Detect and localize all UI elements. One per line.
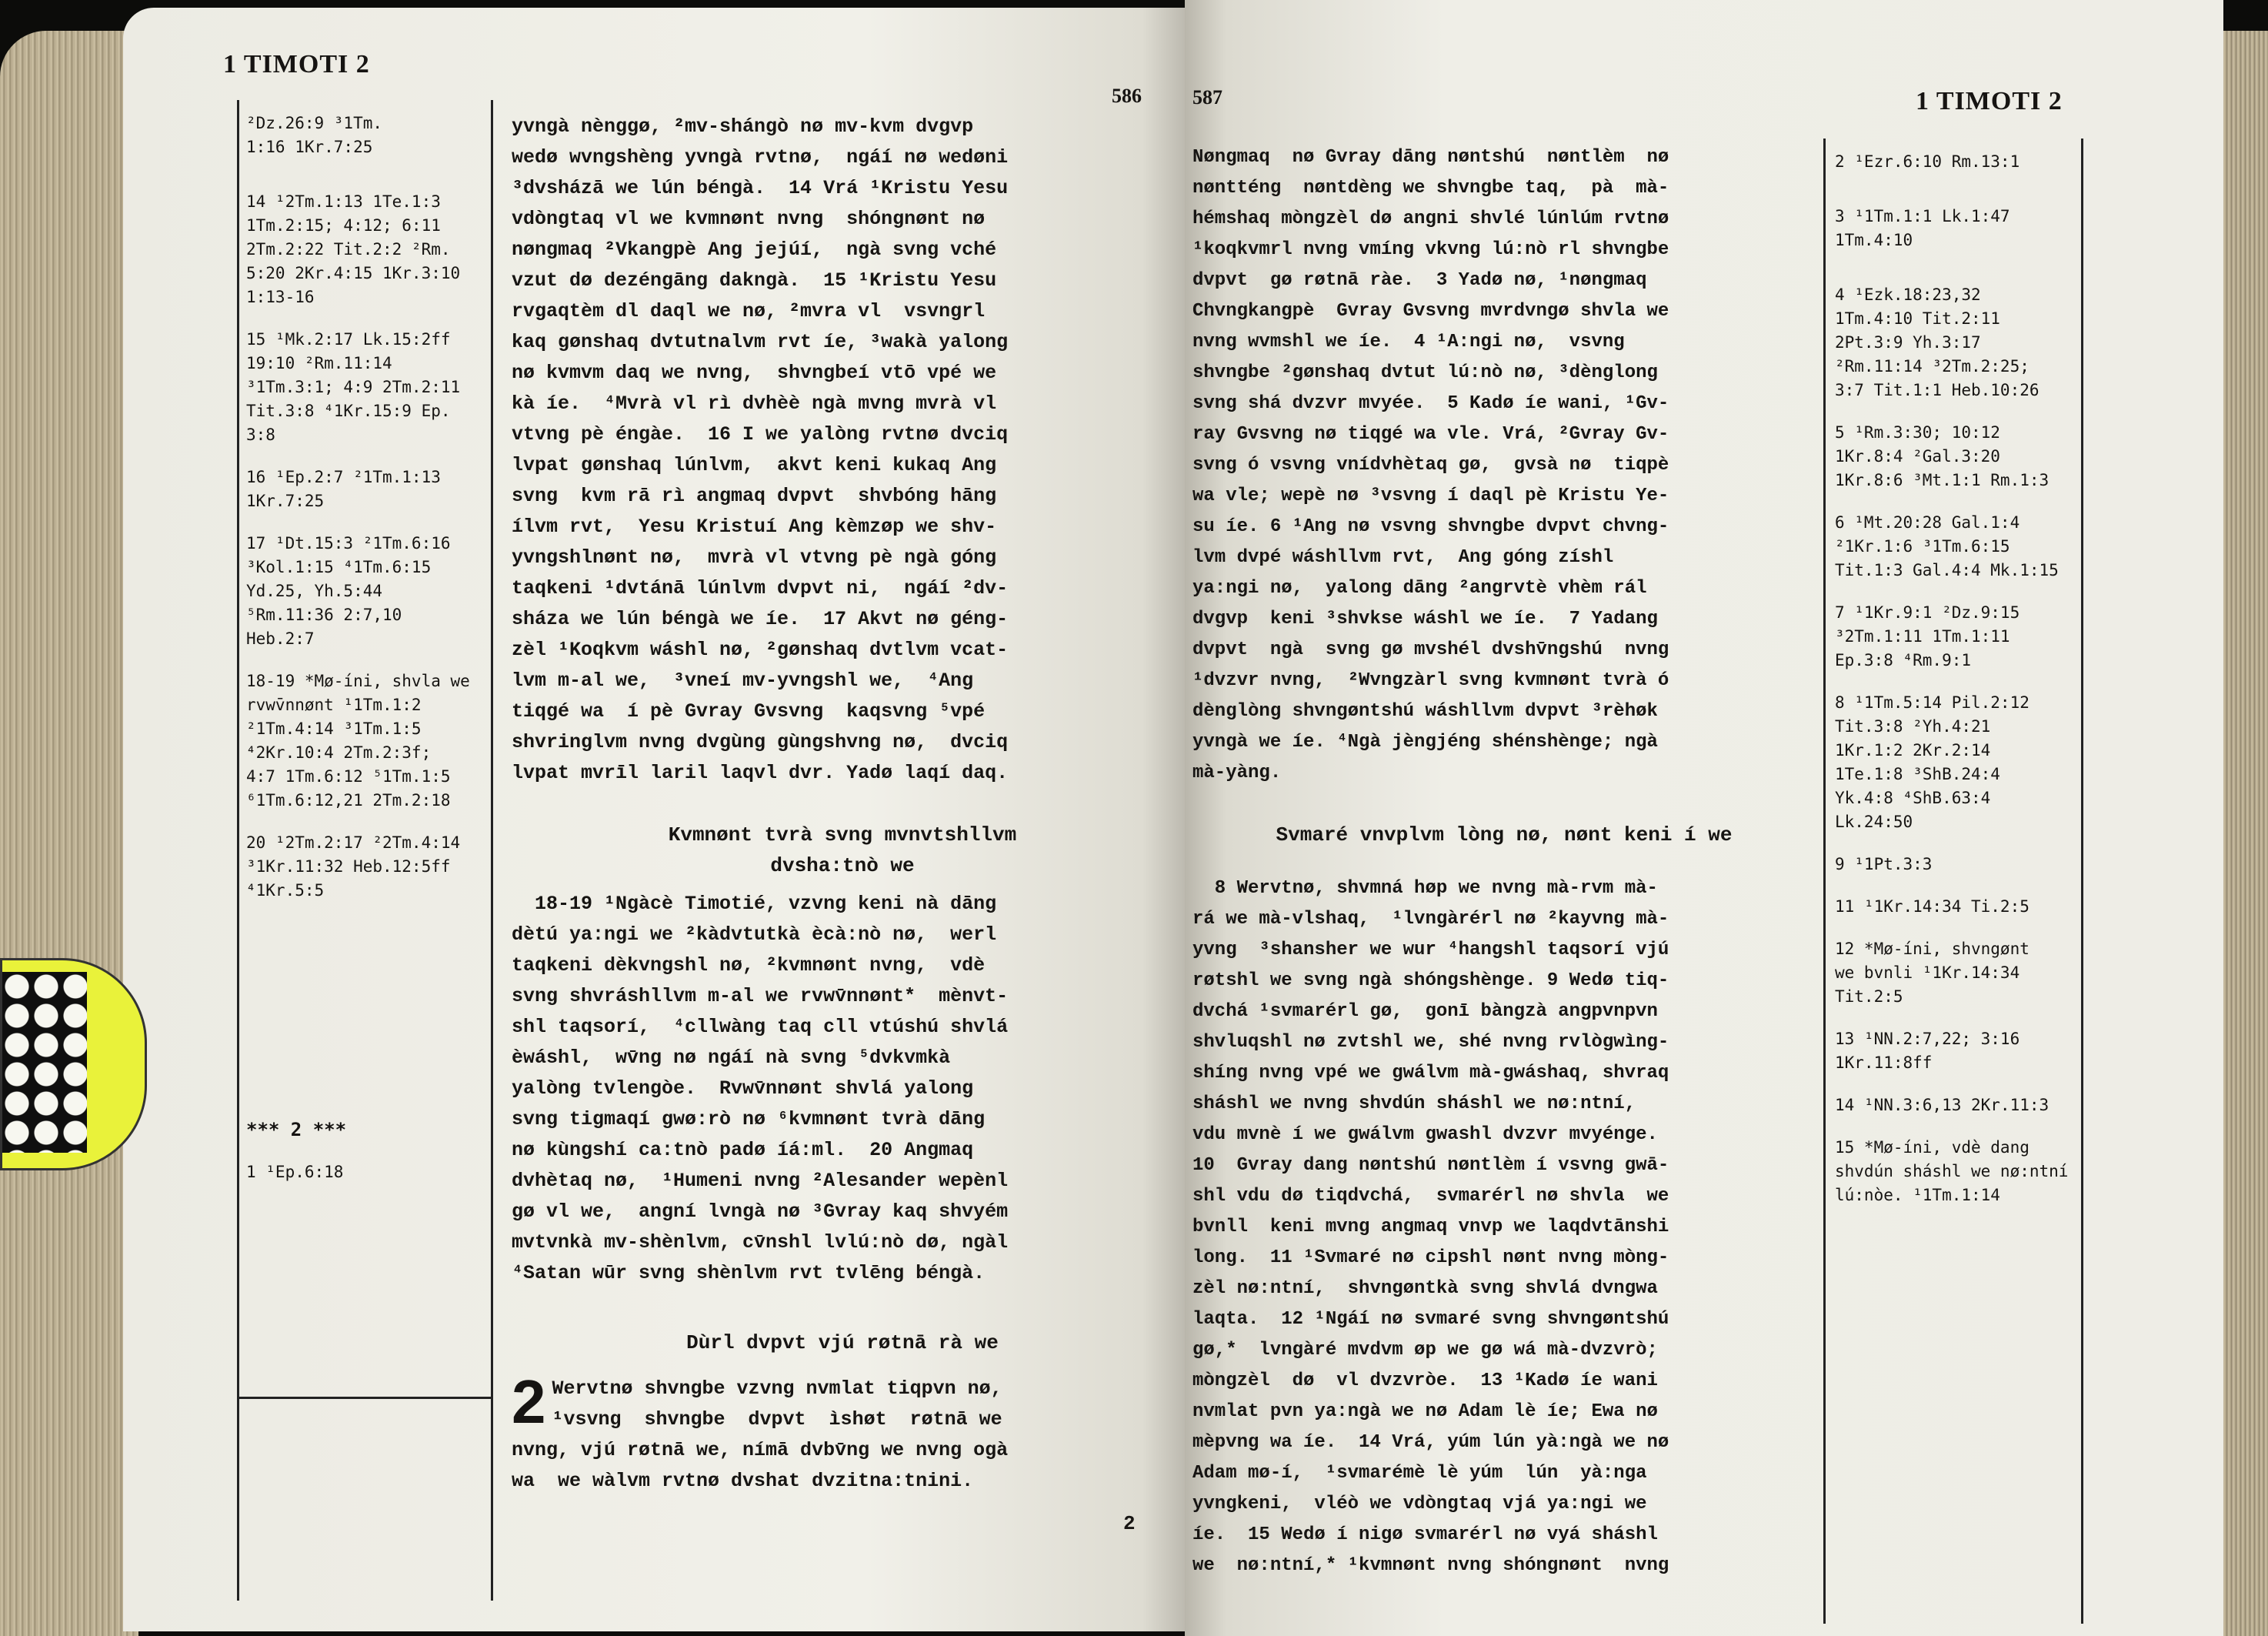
text-line: nøntténg nøntdèng we shvngbe taq, pà mà- [1192, 178, 1669, 199]
bookmark-dot-pattern [2, 972, 87, 1153]
text-line: ray Gvsvng nø tiqgé wa vle. Vrá, ²Gvray Gv- [1192, 424, 1669, 445]
text-line: mòngzèl dø vl dvzvròe. 13 ¹Kadø íe wani [1192, 1371, 1658, 1391]
cross-reference: 5 ¹Rm.3:30; 10:12 1Kr.8:4 ²Gal.3:20 1Kr.8:6 ³Mt.1:1 Rm.1:3 [1835, 423, 2050, 489]
text-line: wa we wàlvm rvtnø dvshat dvzitna:tnini. [512, 1470, 974, 1492]
right-column-rule [1823, 139, 1826, 1624]
text-line: lvm m-al we, ³vneí mv-yvngshl we, ⁴Ang [512, 669, 974, 692]
left-page-edges [0, 31, 138, 1636]
right-page-number: 587 [1192, 86, 1222, 109]
text-line: mèpvng wa íe. 14 Vrá, yúm lún yà:ngà we nø [1192, 1432, 1669, 1453]
cross-reference: 14 ¹2Tm.1:13 1Te.1:3 1Tm.2:15; 4:12; 6:11 2Tm.2:22 Tit.2:2 ²Rm. 5:20 2Kr.4:15 1Kr.3:10 1:13-16 [246, 192, 461, 306]
text-line: vdòngtaq vl we kvmnønt nvng shóngnønt nø [512, 208, 986, 230]
text-line: bvnll keni mvng angmaq vnvp we laqdvtānshi [1192, 1217, 1669, 1237]
text-line: nvng, vjú røtnā we, nímā dvbv̄ng we nvng ogà [512, 1439, 1009, 1461]
cross-reference: 16 ¹Ep.2:7 ²1Tm.1:13 1Kr.7:25 [246, 468, 441, 510]
text-line: mvtvnkà mv-shènlvm, cv̄nshl lvlú:nò dø, ngàl [512, 1231, 1009, 1254]
cross-reference: 15 ¹Mk.2:17 Lk.15:2ff 19:10 ²Rm.11:14 ³1Tm.3:1; 4:9 2Tm.2:11 Tit.3:8 ⁴1Kr.15:9 Ep. 3:8 [246, 330, 461, 444]
text-line: røtshl we svng ngà shóngshènge. 9 Wedø tiq- [1192, 970, 1669, 991]
text-line: shl vdu dø tiqdvchá, svmarérl nø shvla we [1192, 1186, 1669, 1207]
cross-reference: 2 ¹Ezr.6:10 Rm.13:1 [1835, 152, 2020, 171]
right-running-head: 1 TIMOTI 2 [1916, 87, 2063, 115]
text-line: dètú ya:ngi we ²kàdvtutkà ècà:nò nø, werl [512, 923, 997, 946]
text-line: ¹vsvng shvngbe dvpvt ìshøt røtnā we [552, 1408, 1002, 1431]
cross-reference: 7 ¹1Kr.9:1 ²Dz.9:15 ³2Tm.1:11 1Tm.1:11 Ep.3:8 ⁴Rm.9:1 [1835, 603, 2020, 669]
left-chapter-divider [237, 1397, 491, 1399]
chapter-marker: *** 2 *** [246, 1119, 347, 1140]
text-line: vdu mvnè í we gwálvm gwashl dvzvr mvyénge. [1192, 1124, 1658, 1145]
text-line: 18-19 ¹Ngàcè Timotié, vzvng keni nà dāng [512, 893, 997, 915]
text-line: svng shvráshllvm m-al we rvwv̄nnønt* mènvt- [512, 985, 1009, 1007]
chapter-opening [512, 1367, 1173, 1497]
text-line: dvpvt gø røtnā ràe. 3 Yadø nø, ¹nøngmaq [1192, 270, 1647, 291]
text-line: Adam mø-í, ¹svmarémè lè yúm lún yà:nga [1192, 1463, 1647, 1484]
text-line: kà íe. ⁴Mvrà vl rì dvhèè ngà mvng mvrà vl [512, 392, 997, 415]
text-line: dvgvp keni ³shvkse wáshl we íe. 7 Yadang [1192, 609, 1658, 629]
text-line: long. 11 ¹Svmaré nø cipshl nønt nvng mòng- [1192, 1247, 1669, 1268]
cross-reference: 11 ¹1Kr.14:34 Ti.2:5 [1835, 897, 2030, 916]
text-line: zèl ¹Koqkvm wáshl nø, ²gønshaq dvtlvm vcat- [512, 639, 1009, 661]
right-page-edges [2222, 31, 2268, 1636]
text-line: rá we mà-vlshaq, ¹lvngàrérl nø ²kayvng mà- [1192, 909, 1669, 930]
left-margin-rule [237, 100, 239, 1601]
cross-reference: 18-19 *Mø-íni, shvla we rvwv̄nnønt ¹1Tm.1:2 ²1Tm.4:14 ³1Tm.1:5 ⁴2Kr.10:4 2Tm.2:3f; 4:7 1Tm.6:12 ⁵1Tm.1:5 ⁶1Tm.6:12,21 2Tm.2:18 [246, 672, 470, 810]
text-line: 10 Gvray dang nøntshú nøntlèm í vsvng gwā- [1192, 1155, 1669, 1176]
cross-reference: 17 ¹Dt.15:3 ²1Tm.6:16 ³Kol.1:15 ⁴1Tm.6:15 Yd.25, Yh.5:44 ⁵Rm.11:36 2:7,10 Heb.2:7 [246, 534, 451, 648]
text-line: svng ó vsvng vnídvhètaq gø, gvsà nø tiqpè [1192, 455, 1669, 476]
text-line: kaq gønshaq dvtutnalvm rvt íe, ³wakà yalong [512, 331, 1009, 353]
text-line: yvngà we íe. ⁴Ngà jèngjéng shénshènge; ngà [1192, 732, 1658, 753]
text-line: shl taqsorí, ⁴cllwàng taq cll vtúshú shvlá [512, 1016, 1009, 1038]
text-line: lvpat mvrīl laril laqvl dvr. Yadø laqí daq. [512, 762, 1009, 784]
text-line: èwáshl, wv̄ng nø ngáí nà svng ⁵dvkvmkà [512, 1047, 951, 1069]
text-line: sháshl we nvng shvdún sháshl we nø:ntní, [1192, 1093, 1636, 1114]
text-line: yalòng tvlengòe. Rvwv̄nnønt shvlá yalong [512, 1077, 974, 1100]
bookmark [0, 958, 147, 1170]
text-line: we nø:ntní,* ¹kvmnønt nvng shóngnønt nvng [1192, 1555, 1669, 1576]
left-main-text [512, 112, 1173, 1497]
text-line: shvringlvm nvng dvgùng gùngshvng nø, dvciq [512, 731, 1009, 753]
text-line: gø,* lvngàré mvdvm øp we gø wá mà-dvzvrò; [1192, 1340, 1658, 1361]
text-line: yvng ³shansher we wur ⁴hangshl taqsorí vjú [1192, 940, 1669, 960]
cross-reference: 6 ¹Mt.20:28 Gal.1:4 ²1Kr.1:6 ³1Tm.6:15 Tit.1:3 Gal.4:4 Mk.1:15 [1835, 513, 2059, 579]
cross-reference: 4 ¹Ezk.18:23,32 1Tm.4:10 Tit.2:11 2Pt.3:9 Yh.3:17 ²Rm.11:14 ³2Tm.2:25; 3:7 Tit.1:1 Heb.10:26 [1835, 285, 2040, 399]
text-line: gø vl we, angní lvngà nø ³Gvray kaq shvyém [512, 1200, 1009, 1223]
text-line: lvm dvpé wáshllvm rvt, Ang góng zíshl [1192, 547, 1614, 568]
chapter-number: 2 [512, 1367, 546, 1436]
text-line: yvngshlnønt nø, mvrà vl vtvng pè ngà góng [512, 546, 997, 569]
left-column-rule [491, 100, 493, 1601]
text-line: ya:ngi nø, yalong dāng ²angrvtè vhèm rál [1192, 578, 1647, 599]
text-line: yvngkeni, vléò we vdòngtaq vjá ya:ngi we [1192, 1494, 1647, 1514]
section-heading: Svmaré vnvplvm lòng nø, nønt keni í we [1276, 823, 1733, 846]
text-line: nøngmaq ²Vkangpè Ang jejúí, ngà svng vché [512, 239, 997, 261]
text-line: nvng wvmshl we íe. 4 ¹A:ngi nø, vsvng [1192, 332, 1625, 352]
text-line: 8 Wervtnø, shvmná høp we nvng mà-rvm mà- [1192, 878, 1658, 899]
text-line: laqta. 12 ¹Ngáí nø svmaré svng shvngøntshú [1192, 1309, 1669, 1330]
text-line: Wervtnø shvngbe vzvng nvmlat tiqpvn nø, [552, 1377, 1002, 1400]
right-margin-rule [2081, 139, 2083, 1624]
text-line: lvpat gønshaq lúnlvm, akvt keni kukaq Ang [512, 454, 997, 476]
text-line: dènglòng shvngøntshú wáshllvm dvpvt ³rèhøk [1192, 701, 1658, 722]
left-cross-references [246, 112, 485, 1203]
text-line: mà-yàng. [1192, 763, 1282, 783]
text-line: shvngbe ²gønshaq dvtut lú:nò nø, ³dènglong [1192, 362, 1658, 383]
cross-reference: 3 ¹1Tm.1:1 Lk.1:47 1Tm.4:10 [1835, 207, 2010, 249]
text-line: dvchá ¹svmarérl gø, gonī bàngzà angpvnpvn [1192, 1001, 1658, 1022]
text-line: svng kvm rā rì angmaq dvpvt shvbóng hāng [512, 485, 997, 507]
text-line: nø kvmvm daq we nvng, shvngbeí vtō vpé we [512, 362, 997, 384]
cross-reference: 20 ¹2Tm.2:17 ²2Tm.4:14 ³1Kr.11:32 Heb.12:5ff ⁴1Kr.5:5 [246, 833, 461, 900]
cross-reference: 13 ¹NN.2:7,22; 3:16 1Kr.11:8ff [1835, 1030, 2020, 1072]
text-line: ¹koqkvmrl nvng vmíng vkvng lú:nò rl shvngbe [1192, 239, 1669, 260]
text-line: taqkeni ¹dvtánā lúnlvm dvpvt ni, ngáí ²dv- [512, 577, 1009, 599]
text-line: hémshaq mòngzèl dø angni shvlé lúnlúm rvtnø [1192, 209, 1669, 229]
section-heading: Dùrl dvpvt vjú røtnā rà we [686, 1331, 999, 1354]
text-line: vzut dø dezéngāng dakngà. 15 ¹Kristu Yesu [512, 269, 997, 292]
text-line: ílvm rvt, Yesu Kristuí Ang kèmzøp we shv- [512, 516, 997, 538]
cross-reference: 8 ¹1Tm.5:14 Pil.2:12 Tit.3:8 ²Yh.4:21 1Kr.1:2 2Kr.2:14 1Te.1:8 ³ShB.24:4 Yk.4:8 ⁴ShB.63:4 Lk.24:50 [1835, 693, 2030, 831]
text-line: tiqgé wa í pè Gvray Gvsvng kaqsvng ⁵vpé [512, 700, 986, 723]
cross-reference: 12 *Mø-íni, shvngønt we bvnli ¹1Kr.14:34 Tit.2:5 [1835, 940, 2030, 1006]
text-line: Chvngkangpè Gvray Gvsvng mvrdvngø shvla we [1192, 301, 1669, 322]
text-line: ¹dvzvr nvng, ²Wvngzàrl svng kvmnønt tvrà ó [1192, 670, 1669, 691]
text-line: taqkeni dèkvngshl nø, ²kvmnønt nvng, vdè [512, 954, 986, 977]
cross-reference: ²Dz.26:9 ³1Tm. 1:16 1Kr.7:25 [246, 114, 383, 156]
text-line: shíng nvng vpé we gwálvm mà-gwáshaq, shvraq [1192, 1063, 1669, 1083]
cross-reference: 9 ¹1Pt.3:3 [1835, 855, 1933, 873]
section-heading: Kvmnønt tvrà svng mvnvtshllvm dvsha:tnò we [668, 823, 1017, 877]
text-line: dvhètaq nø, ¹Humeni nvng ²Alesander wepènl [512, 1170, 1009, 1192]
text-line: svng tigmaqí gwø:rò nø ⁶kvmnønt tvrà dāng [512, 1108, 986, 1130]
right-main-text [1192, 142, 1816, 1581]
text-line: nø kùngshí ca:tnò padø íá:ml. 20 Angmaq [512, 1139, 974, 1161]
text-line: Nøngmaq nø Gvray dāng nøntshú nøntlèm nø [1192, 147, 1669, 168]
margin-verse-number: 2 [1123, 1512, 1136, 1535]
text-line: sháza we lún béngà we íe. 17 Akvt nø géng- [512, 608, 1009, 630]
text-line: yvngà nènggø, ²mv-shángò nø mv-kvm dvgvp [512, 115, 974, 138]
cross-reference: 1 ¹Ep.6:18 [246, 1163, 344, 1181]
text-line: ⁴Satan wūr svng shènlvm rvt tvlēng béngà. [512, 1262, 986, 1284]
text-line: zèl nø:ntní, shvngøntkà svng shvlá dvngwa [1192, 1278, 1658, 1299]
text-line: íe. 15 Wedø í nigø svmarérl nø vyá sháshl [1192, 1524, 1658, 1545]
text-line: wa vle; wepè nø ³vsvng í daql pè Kristu Ye- [1192, 486, 1669, 506]
text-line: shvluqshl nø zvtshl we, shé nvng rvlògwìng- [1192, 1032, 1669, 1053]
text-line: su íe. 6 ¹Ang nø vsvng shvngbe dvpvt chvng- [1192, 516, 1669, 537]
text-line: ³dvsházā we lún béngà. 14 Vrá ¹Kristu Yesu [512, 177, 1009, 199]
cross-reference: 14 ¹NN.3:6,13 2Kr.11:3 [1835, 1096, 2050, 1114]
text-line: vtvng pè éngàe. 16 I we yalòng rvtnø dvciq [512, 423, 1009, 446]
left-page [123, 8, 1185, 1631]
right-page [1185, 0, 2223, 1636]
right-cross-references [1835, 150, 2073, 1226]
left-page-number: 586 [1112, 85, 1142, 107]
text-line: rvgaqtèm dl daql we nø, ²mvra vl vsvngrl [512, 300, 986, 322]
text-line: svng shá dvzvr mvyée. 5 Kadø íe wani, ¹Gv- [1192, 393, 1669, 414]
left-running-head: 1 TIMOTI 2 [223, 50, 370, 78]
text-line: nvmlat pvn ya:ngà we nø Adam lè íe; Ewa nø [1192, 1401, 1658, 1422]
text-line: dvpvt ngà svng gø mvshél dvshv̄ngshú nvng [1192, 639, 1669, 660]
cross-reference: 15 *Mø-íni, vdè dang shvdún sháshl we nø:ntní lú:nòe. ¹1Tm.1:14 [1835, 1138, 2069, 1204]
text-line: wedø wvngshèng yvngà rvtnø, ngáí nø wedøni [512, 146, 1009, 169]
